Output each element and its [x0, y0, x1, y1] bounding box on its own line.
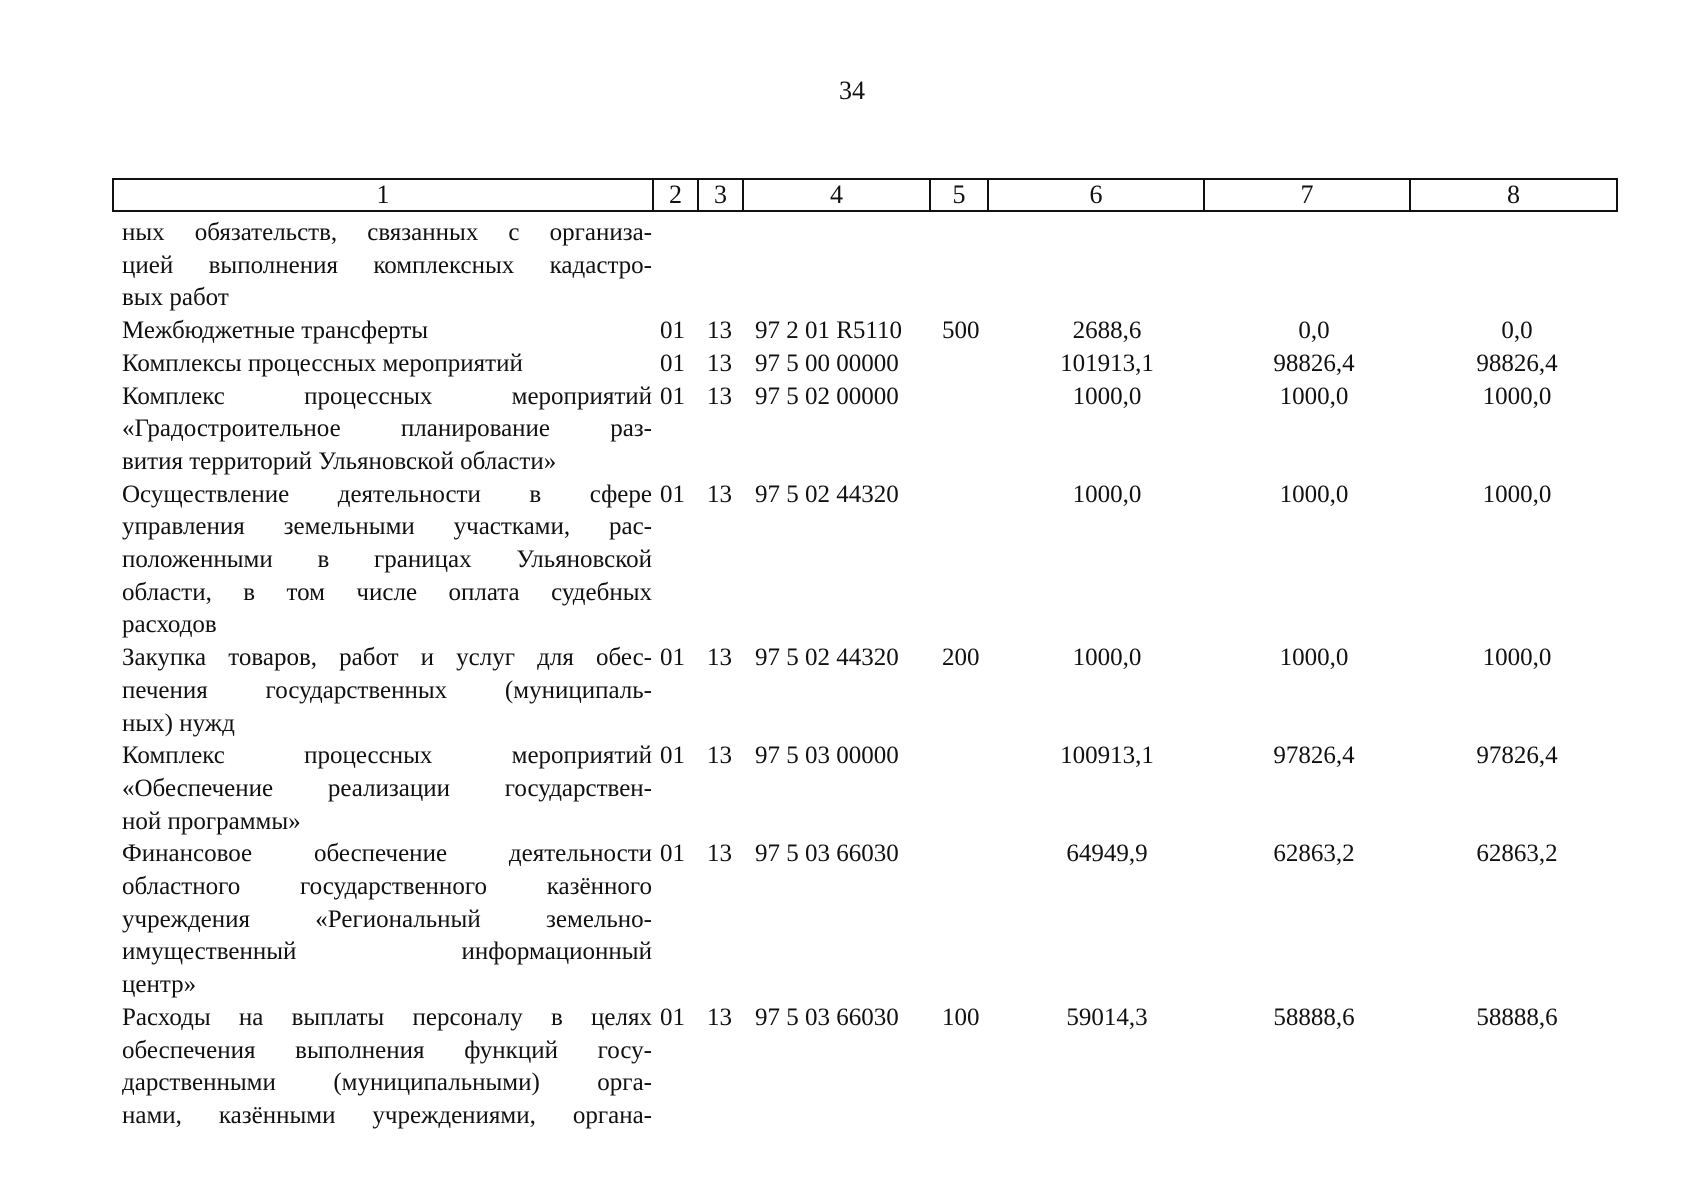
description-line: нами, казёнными учреждениями, органа- [122, 1101, 652, 1129]
column-header-8: 8 [1410, 179, 1617, 211]
description-line: «Градостроительное планирование раз- [122, 415, 652, 443]
column-header-table [112, 178, 1618, 212]
cell-amount-2: 1000,0 [1279, 644, 1349, 672]
column-header-5: 5 [930, 179, 988, 211]
page-number: 34 [839, 76, 865, 105]
description-line: управления земельными участками, рас- [122, 513, 652, 541]
table-row [112, 479, 1616, 643]
row-description [112, 381, 652, 479]
description-line: областного государственного казённого [122, 873, 652, 901]
cell-amount-1: 101913,1 [1060, 349, 1154, 377]
cell-subsection: 13 [707, 644, 732, 672]
cell-subsection: 13 [707, 349, 732, 377]
cell-amount-3: 97826,4 [1476, 742, 1558, 770]
column-header-row [113, 179, 1617, 211]
description-line: вых работ [122, 284, 229, 312]
cell-section: 01 [660, 1003, 685, 1031]
cell-target-code: 97 5 00 00000 [755, 349, 899, 377]
cell-section: 01 [660, 644, 685, 672]
table-row [112, 217, 1616, 315]
description-line: Расходы на выплаты персоналу в целях [122, 1003, 652, 1031]
cell-subsection: 13 [707, 382, 732, 410]
cell-target-code: 97 5 02 00000 [755, 382, 899, 410]
row-description [112, 740, 652, 838]
row-description [112, 348, 652, 381]
row-description [112, 315, 652, 348]
cell-expense-type: 100 [942, 1003, 980, 1031]
description-line: Комплекс процессных мероприятий [122, 742, 652, 770]
cell-amount-3: 0,0 [1501, 317, 1533, 345]
cell-expense-type: 200 [942, 644, 980, 672]
cell-amount-1: 1000,0 [1072, 644, 1142, 672]
cell-section: 01 [660, 840, 685, 868]
row-description [112, 217, 652, 315]
table-row [112, 381, 1616, 479]
cell-amount-1: 100913,1 [1060, 742, 1154, 770]
cell-target-code: 97 5 02 44320 [755, 480, 899, 508]
row-description [112, 838, 652, 1002]
cell-section: 01 [660, 317, 685, 345]
description-line: области, в том числе оплата судебных [122, 578, 652, 606]
cell-amount-1: 2688,6 [1072, 317, 1142, 345]
cell-amount-3: 1000,0 [1482, 644, 1552, 672]
cell-amount-1: 64949,9 [1066, 840, 1148, 868]
description-line: Комплекс процессных мероприятий [122, 382, 652, 410]
table-row [112, 348, 1616, 381]
cell-subsection: 13 [707, 480, 732, 508]
row-description [112, 1002, 652, 1133]
description-line: ных обязательств, связанных с организа- [122, 219, 652, 246]
cell-section: 01 [660, 742, 685, 770]
cell-amount-2: 1000,0 [1279, 382, 1349, 410]
cell-target-code: 97 5 03 00000 [755, 742, 899, 770]
table-row [112, 1002, 1616, 1133]
table-row [112, 740, 1616, 838]
column-header-6: 6 [988, 179, 1204, 211]
description-line: вития территорий Ульяновской области» [122, 447, 557, 475]
description-line: ной программы» [122, 807, 301, 835]
table-row [112, 838, 1616, 1002]
cell-amount-2: 62863,2 [1273, 840, 1355, 868]
cell-section: 01 [660, 480, 685, 508]
description-line: дарственными (муниципальными) орга- [122, 1069, 652, 1097]
table-row [112, 315, 1616, 348]
column-header-7: 7 [1204, 179, 1410, 211]
description-line: Комплексы процессных мероприятий [122, 349, 523, 377]
cell-amount-2: 58888,6 [1273, 1003, 1355, 1031]
cell-subsection: 13 [707, 317, 732, 345]
description-line: центр» [122, 971, 197, 999]
column-header-3: 3 [698, 179, 743, 211]
cell-amount-2: 0,0 [1298, 317, 1330, 345]
cell-section: 01 [660, 382, 685, 410]
cell-amount-2: 97826,4 [1273, 742, 1355, 770]
description-line: Финансовое обеспечение деятельности [122, 840, 652, 868]
table-row [112, 642, 1616, 740]
cell-amount-3: 1000,0 [1482, 382, 1552, 410]
description-line: имущественный информационный [122, 938, 652, 966]
cell-amount-2: 1000,0 [1279, 480, 1349, 508]
description-line: расходов [122, 611, 217, 639]
cell-amount-1: 1000,0 [1072, 382, 1142, 410]
column-header-4: 4 [743, 179, 930, 211]
description-line: обеспечения выполнения функций госу- [122, 1036, 652, 1064]
description-line: Осуществление деятельности в сфере [122, 480, 652, 508]
cell-target-code: 97 5 02 44320 [755, 644, 899, 672]
description-line: ных) нужд [122, 709, 235, 737]
cell-amount-3: 62863,2 [1476, 840, 1558, 868]
cell-target-code: 97 5 03 66030 [755, 1003, 899, 1031]
cell-subsection: 13 [707, 1003, 732, 1031]
cell-section: 01 [660, 349, 685, 377]
row-description [112, 479, 652, 643]
cell-subsection: 13 [707, 742, 732, 770]
description-line: положенными в границах Ульяновской [122, 546, 652, 574]
description-line: цией выполнения комплексных кадастро- [122, 251, 652, 279]
description-line: «Обеспечение реализации государствен- [122, 774, 652, 802]
cell-amount-2: 98826,4 [1273, 349, 1355, 377]
description-line: учреждения «Региональный земельно- [122, 905, 652, 933]
cell-amount-3: 58888,6 [1476, 1003, 1558, 1031]
cell-amount-3: 98826,4 [1476, 349, 1558, 377]
budget-rows [112, 217, 1616, 1133]
cell-amount-1: 59014,3 [1066, 1003, 1148, 1031]
description-line: Межбюджетные трансферты [122, 317, 429, 345]
description-line: печения государственных (муниципаль- [122, 676, 652, 704]
cell-amount-1: 1000,0 [1072, 480, 1142, 508]
cell-target-code: 97 5 03 66030 [755, 840, 899, 868]
cell-expense-type: 500 [942, 317, 980, 345]
cell-subsection: 13 [707, 840, 732, 868]
description-line: Закупка товаров, работ и услуг для обес- [122, 644, 652, 672]
row-description [112, 642, 652, 740]
column-header-2: 2 [653, 179, 698, 211]
cell-amount-3: 1000,0 [1482, 480, 1552, 508]
cell-target-code: 97 2 01 R5110 [755, 317, 902, 345]
column-header-1: 1 [113, 179, 653, 211]
